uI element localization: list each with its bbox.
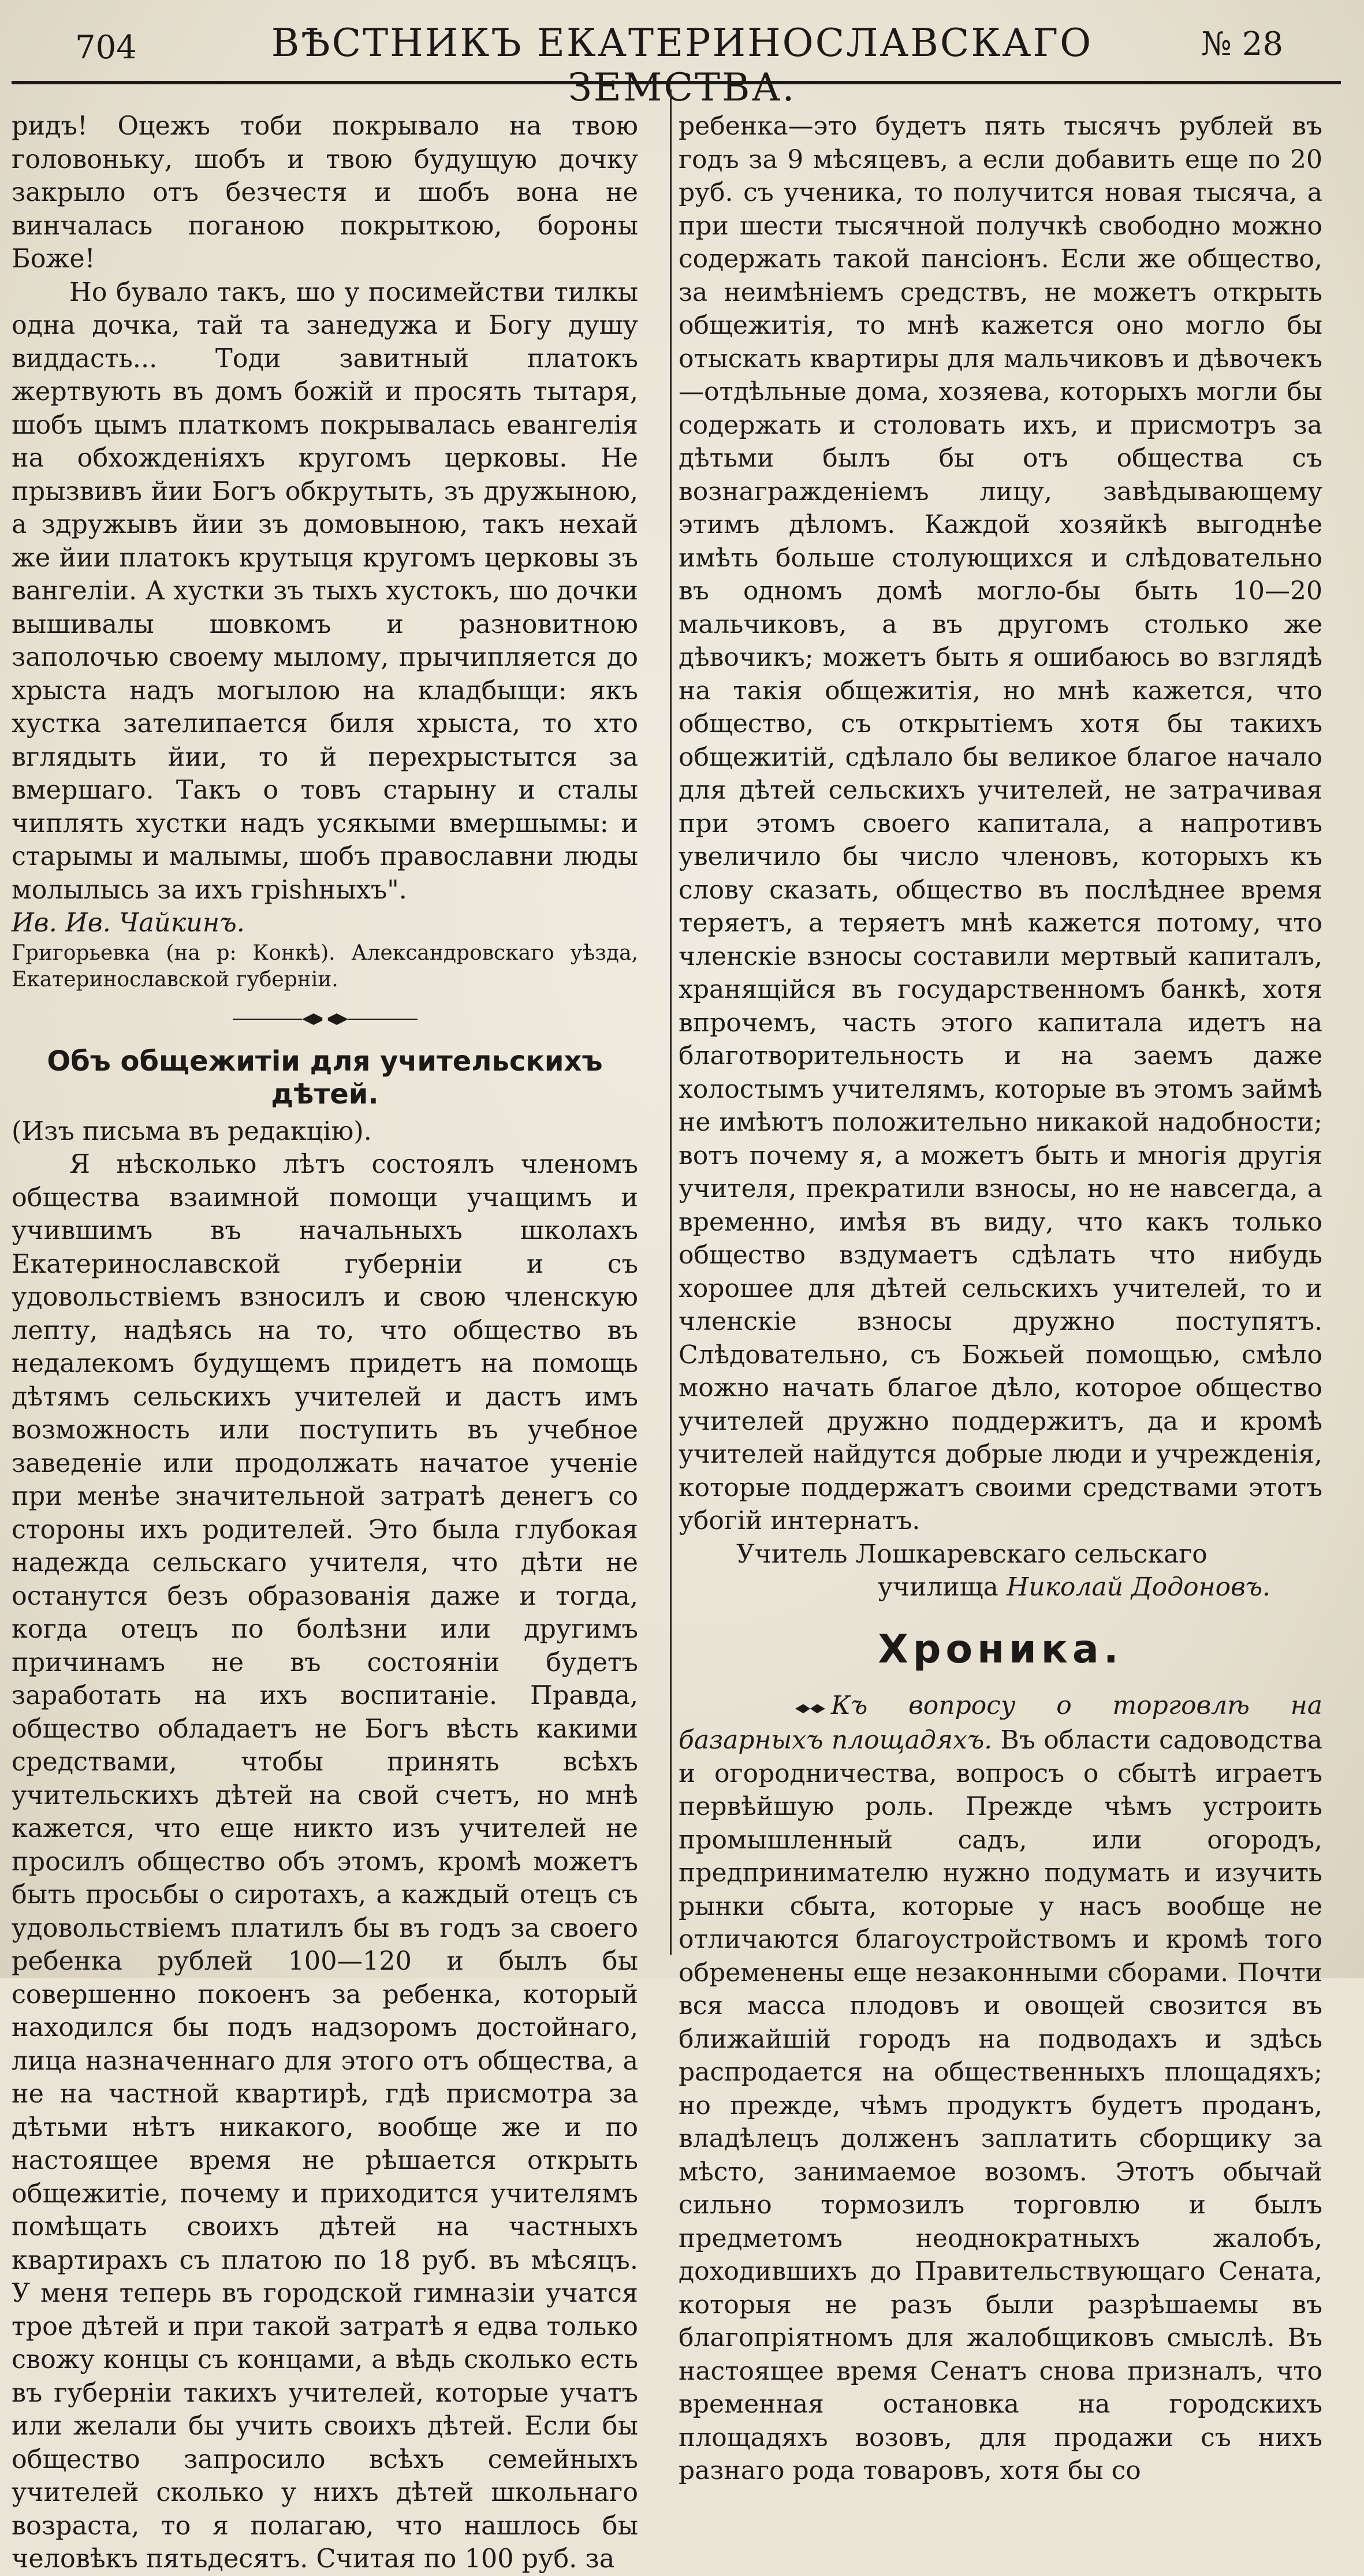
place-note: Григорьевка (на р: Конкѣ). Александровскаго уѣзда, Екатеринославской губерніи. [12,941,638,991]
signature-name: Николай Додоновъ. [1006,1572,1270,1602]
article-subtitle: (Изъ письма въ редакцію). [12,1116,372,1146]
article-continuation: ребенка—это будетъ пять тысячъ рублей въ годъ за 9 мѣсяцевъ, а если добавить еще по 20 руб. съ ученика, то получится новая тысяча, а при шести тысячной получкѣ свободно можно содержать такой пансіонъ. Если же общество, за неимѣніемъ средствъ, не можетъ открыть общежитія, то мнѣ кажется оно могло бы отыскать квартиры для мальчиковъ и дѣвочекъ—отдѣльные дома, хозяева, которыхъ могли бы содержать и столовать ихъ, и присмотръ за дѣтьми былъ бы отъ общества съ вознагражденіемъ лицу, завѣдывающему этимъ дѣломъ. Каждой хозяйкѣ выгоднѣе имѣть больше столующихся и слѣдовательно въ одномъ домѣ могло-бы быть 10—20 мальчиковъ, а въ другомъ столько же дѣвочикъ; можетъ быть я ошибаюсь во взглядѣ на такія общежитія, но мнѣ кажется, что общество, съ открытіемъ хотя бы такихъ общежитій, сдѣлало бы великое благое начало для дѣтей сельскихъ учителей, не затрачивая при этомъ своего капитала, а напротивъ увеличило бы число членовъ, которыхъ къ слову сказать, общество въ послѣднее время теряетъ, а теряетъ мнѣ кажется потому, что членскіе взносы составили мертвый капиталъ, хранящійся въ государственномъ банкѣ, хотя впрочемъ, часть этого капитала идетъ на благотворительность и на заемъ даже холостымъ учителямъ, которые въ этомъ займѣ не имѣютъ положительно никакой надобности; вотъ почему я, а можетъ быть и многія другія учителя, прекратили взносы, но не навсегда, а временно, имѣя въ виду, что какъ только общество вздумаетъ сдѣлать что нибудь хорошее для дѣтей сельскихъ учителей, то и членскіе взносы дружно поступятъ. Слѣдовательно, съ Божьей помощью, смѣло можно начать благое дѣло, которое общество учителей дружно поддержитъ, да и кромѣ учителей найдутся добрые люди и учрежденія, которые поддержатъ своими средствами этотъ убогій интернатъ. [679,111,1322,1535]
right-column [679,110,1322,2488]
poem-signature: Ив. Ив. Чайкинъ. [12,908,245,938]
article-title: Объ общежитіи для учительскихъ дѣтей. [47,1045,603,1110]
poem-continuation: ридъ! Оцежъ тоби покрывало на твою головоньку, шобъ и твою будущую дочку закрыло отъ безчестя и шобъ вона не винчалась поганою покрыткою, бороны Боже! [12,111,638,274]
page-header [64,16,1300,110]
issue-number: № 28 [1201,25,1283,63]
journal-title: ВѢСТНИКЪ ЕКАТЕРИНОСЛАВСКАГО ЗЕМСТВА. [271,21,1093,110]
signature-line-1: Учитель Лошкаревскаго сельскаго [736,1539,1208,1569]
header-rule [12,81,1341,84]
article-paragraph: Я нѣсколько лѣтъ состоялъ членомъ общества взаимной помощи учащимъ и учившимъ въ начальныхъ школахъ Екатеринославской губерніи и съ удовольствіемъ взносилъ и свою членскую лепту, надѣясь на то, что общество въ недалекомъ будущемъ придетъ на помощь дѣтямъ сельскихъ учителей и дастъ имъ возможность или поступить въ учебное заведеніе или продолжать начатое ученіе при менѣе значительной затратѣ денегъ со стороны ихъ родителей. Это была глубокая надежда сельскаго учителя, что дѣти не останутся безъ образованія даже и тогда, когда отецъ по болѣзни или другимъ причинамъ не въ состояніи будетъ заработать на ихъ воспитаніе. Правда, общество обладаетъ не Богъ вѣсть какими средствами, чтобы принять всѣхъ учительскихъ дѣтей на свой счетъ, но мнѣ кажется, что еще никто изъ учителей не просилъ общество объ этомъ, кромѣ можетъ быть просьбы о сиротахъ, а каждый отецъ съ удовольствіемъ платилъ бы въ годъ за своего ребенка рублей 100—120 и былъ бы совершенно покоенъ за ребенка, который находился бы подъ надзоромъ достойнаго, лица назначеннаго для этого отъ общества, а не на частной квартирѣ, гдѣ присмотра за дѣтьми нѣтъ никакого, вообще же и по настоящее время не рѣшается открыть общежитіе, почему и приходится учителямъ помѣщать своихъ дѣтей на частныхъ квартирахъ съ платою по 18 руб. въ мѣсяцъ. У меня теперь въ городской гимназіи учатся трое дѣтей и при такой затратѣ я едва только свожу концы съ концами, а вѣдь сколько есть въ губерніи такихъ учителей, которые учатъ или желали бы учить своихъ дѣтей. Если бы общество запросило всѣхъ семейныхъ учителей сколько у нихъ дѣтей школьнаго возраста, то я полагаю, что нашлось бы человѣкъ пятьдесятъ. Считая по 100 руб. за [12,1150,638,2574]
bullet-ornament-icon [736,1691,826,1724]
signature-prefix: училища [878,1572,998,1602]
signature-line-2 [679,1571,1322,1604]
divider-ornament-icon [12,999,638,1039]
left-column [12,110,638,2576]
chronicle-title: Хроника. [878,1626,1123,1672]
poem-paragraph: Но бувало такъ, шо у посимействи тилкы одна дочка, тай та занедужа и Богу душу виддасть... Тоди завитный платокъ жертвують въ домъ божій и просять тытаря, шобъ цымъ платкомъ покрывалась евангелія на обхожденіяхъ кругомъ церковы. Не прызвивъ йии Богъ обкрутыть, зъ дружыною, а здружывъ йии зъ домовыною, такъ нехай же йии платокъ крутыця кругомъ церковы зъ вангеліи. А хустки зъ тыхъ хустокъ, шо дочки вышивалы шовкомъ и разновитною заполочью своему мылому, прычипляется до хрыста надъ могылою на кладбыщи: якъ хустка зателипается биля хрыста, то хто вглядыть йии, то й перехрыстытся за вмершаго. Такъ о товъ старыну и сталы чиплять хустки надъ усякыми вмершымы: и старымы и малымы, шобъ православни люды молылысь за ихъ грishныхъ". [12,277,638,905]
chronicle-lead: Къ вопросу о торговлѣ на базарныхъ площадяхъ. [679,1691,1322,1755]
column-divider [670,90,672,1955]
chronicle-text: Въ области садоводства и огородничества, вопросъ о сбытѣ играетъ первѣйшую роль. Прежде чѣмъ устроить промышленный садъ, или огородъ, предпринимателю нужно подумать и изучить рынки сбыта, которые у насъ вообще не отличаются благоустройствомъ и кромѣ того обременены еще незаконными сборами. Почти вся масса плодовъ и овощей свозится въ ближайшій городъ на подводахъ и здѣсь распродается на общественныхъ площадяхъ; но прежде, чѣмъ продуктъ будетъ проданъ, владѣлецъ долженъ заплатить сборщику за мѣсто, занимаемое возомъ. Этотъ обычай сильно тормозилъ торговлю и былъ предметомъ неоднократныхъ жалобъ, доходившихъ до Правительствующаго Сената, которыя не разъ были разрѣшаемы въ благопріятномъ для жалобщиковъ смыслѣ. Въ настоящее время Сенатъ снова призналъ, что временная остановка на городскихъ площадяхъ возовъ, для продажи съ нихъ разнаго рода товаровъ, хотя бы со [679,1725,1322,2486]
page-number: 704 [75,29,137,66]
chronicle-paragraph [679,1689,1322,2488]
